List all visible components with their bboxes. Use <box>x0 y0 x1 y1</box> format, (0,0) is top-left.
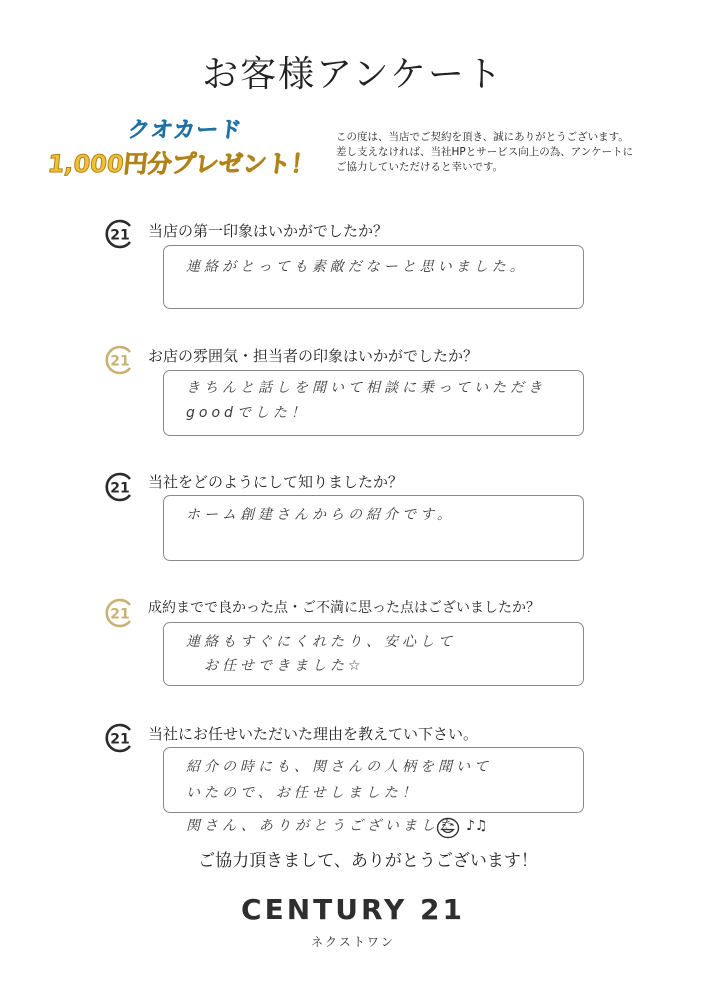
century21-logo-icon <box>104 597 136 629</box>
answer-2-line-2: goodでした！ <box>186 405 309 421</box>
answer-3-line-1: ホーム創建さんからの紹介です。 <box>186 507 455 523</box>
promo-present-text: 1,000円分プレゼント！ <box>46 150 317 178</box>
answer-box-3 <box>163 495 584 561</box>
logo-mark-text: 21 <box>110 606 130 623</box>
answer-box-4 <box>163 622 584 686</box>
answer-4-line-2: お任せできました☆ <box>204 658 365 674</box>
intro-line: ご協力していただけると幸いです。 <box>336 161 504 173</box>
answer-4-line-1: 連絡もすぐにくれたり、安心して <box>186 634 456 650</box>
brand-store-name: ネクストワン <box>311 935 395 949</box>
smiley-icon <box>436 817 460 843</box>
question-2: お店の雰囲気・担当者の印象はいかがでしたか？ <box>148 347 479 365</box>
intro-line: 差し支えなければ、当社HPとサービス向上の為、アンケートに <box>336 146 634 158</box>
answer-box-1 <box>163 245 584 309</box>
handwritten-thanks-note: 関さん、ありがとうございました <box>186 818 457 834</box>
intro-line: この度は、当店でご契約を頂き、誠にありがとうございます。 <box>336 131 629 143</box>
century21-logo-icon <box>104 344 136 376</box>
logo-mark-text: 21 <box>110 353 130 370</box>
answer-box-5 <box>163 747 584 813</box>
music-notes-icon: ♪♫ <box>466 818 488 834</box>
promo-quocard-text: クオカード <box>126 118 244 143</box>
thanks-message: ご協力頂きまして、ありがとうございます！ <box>198 851 538 871</box>
intro-text <box>336 130 676 175</box>
page-title: お客様アンケート <box>202 54 504 95</box>
question-1: 当店の第一印象はいかがでしたか？ <box>148 222 389 240</box>
brand-logo: CENTURY 21 <box>241 893 465 926</box>
logo-mark-text: 21 <box>110 227 130 244</box>
century21-logo-icon <box>104 722 136 754</box>
answer-box-2 <box>163 370 584 436</box>
answer-1-line-1: 連絡がとっても素敵だなーと思いました。 <box>186 259 528 275</box>
answer-2-line-1: きちんと話しを聞いて相談に乗っていただき <box>186 380 546 396</box>
answer-5-line-2: いたので、お任せしました！ <box>186 785 420 801</box>
question-3: 当社をどのようにして知りましたか？ <box>148 473 404 491</box>
logo-mark-text: 21 <box>110 731 130 748</box>
century21-logo-icon <box>104 471 136 503</box>
answer-5-line-1: 紹介の時にも、関さんの人柄を聞いて <box>186 759 492 775</box>
question-4: 成約までで良かった点・ご不満に思った点はございましたか？ <box>148 600 540 616</box>
century21-logo-icon <box>104 218 136 250</box>
question-5: 当社にお任せいただいた理由を教えてい下さい。 <box>148 725 479 743</box>
logo-mark-text: 21 <box>110 480 130 497</box>
